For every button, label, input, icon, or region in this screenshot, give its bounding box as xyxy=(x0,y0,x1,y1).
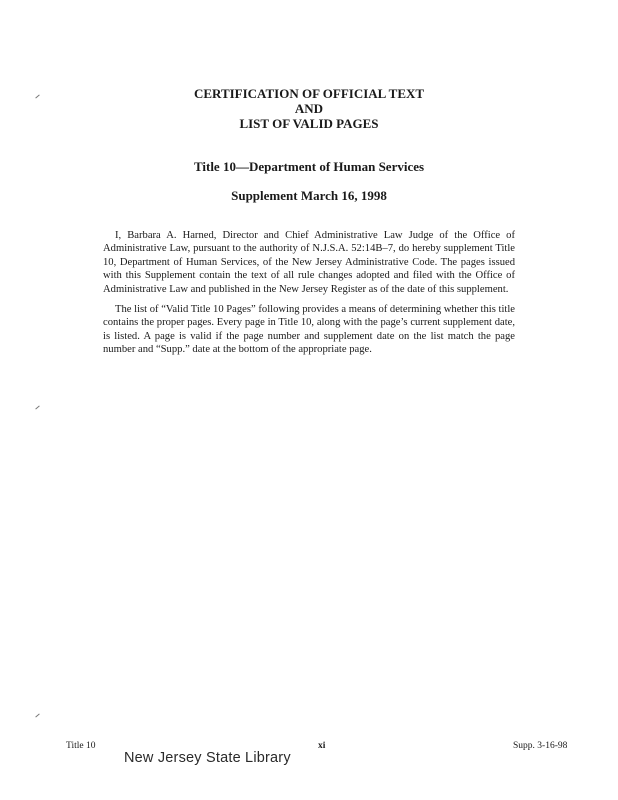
title-line-3: LIST OF VALID PAGES xyxy=(239,116,379,131)
library-stamp: New Jersey State Library xyxy=(124,750,291,766)
margin-mark xyxy=(35,714,39,718)
title-line-1: CERTIFICATION OF OFFICIAL TEXT xyxy=(193,86,425,101)
supplement-heading: Supplement March 16, 1998 xyxy=(231,188,387,203)
paragraph-valid-pages: The list of “Valid Title 10 Pages” following provides a means of determining whether this title contains the proper pages. Every page in Title 10, along with the page’s current supplement date, is listed. A page is valid if the page number and supplement date on the list match the page number and “Supp.” date at the bottom of the appropriate page. xyxy=(103,304,515,356)
margin-mark xyxy=(35,406,39,410)
department-heading: Title 10—Department of Human Services xyxy=(193,159,425,174)
body-text xyxy=(103,229,515,357)
title-line-2: AND xyxy=(294,101,324,116)
paragraph-certification: I, Barbara A. Harned, Director and Chief Administrative Law Judge of the Office of Administrative Law, pursuant to the authority of N.J.S.A. 52:14B–7, do hereby supplement Title 10, Department of Human Services, of the New Jersey Administrative Code. The pages issued with this Supplement contain the text of all rule changes adopted and filed with the Office of Administrative Law and published in the New Jersey Register as of the date of this supplement. xyxy=(103,230,515,295)
footer-page-number: xi xyxy=(318,741,326,751)
page-title xyxy=(0,86,618,131)
footer-title: Title 10 xyxy=(66,741,96,751)
footer-supplement-date: Supp. 3-16-98 xyxy=(513,741,568,751)
